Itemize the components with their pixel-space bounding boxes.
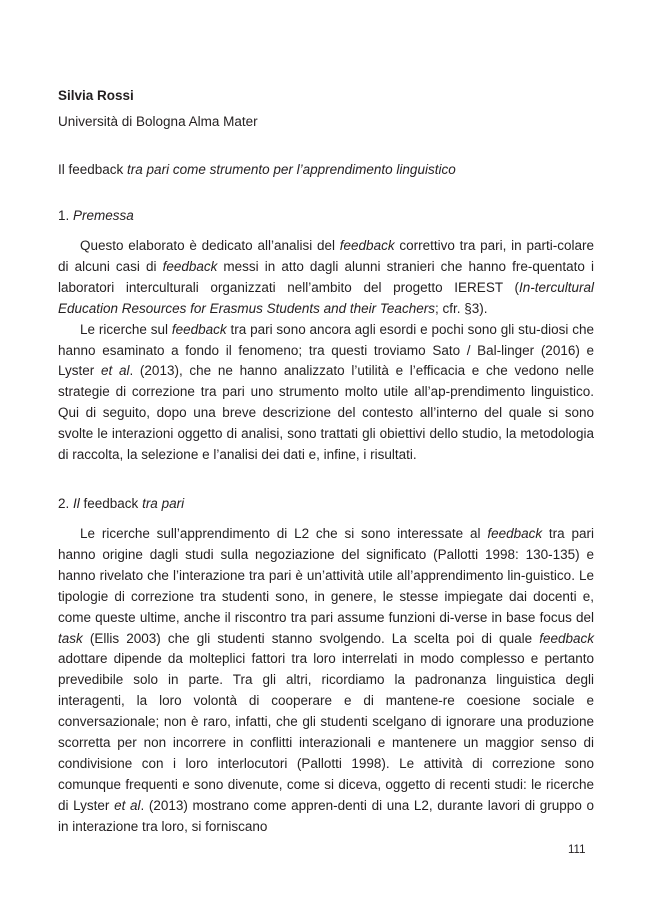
text-run: messi in atto dagli alunni stranieri che hanno fre-quentato i laboratori interculturali organizzati nell’ambito del progetto IEREST ( — [58, 258, 594, 295]
text-run: (Ellis 2003) che gli studenti stanno svolgendo. La scelta poi di quale — [82, 630, 540, 646]
section-1-body — [58, 236, 594, 466]
article-title-part1: Il feedback — [58, 162, 128, 177]
text-run: adottare dipende da molteplici fattori tra loro interrelati in modo complesso e pertanto prevedibile solo in parte. Tra gli altri, ricordiamo la padronanza linguistica degli interagenti, la loro volontà di cooperare e di mantene-re coesione sociale e conversazionale; non è raro, infatti, che gli studenti scelgano di ignorare una produzione scorretta per non incorrere in conflitti interazionali e mantenere un maggior senso di condivisione con i loro interlocutori (Pallotti 1998). Le attività di correzione sono comunque frequenti e sono divenute, come si diceva, oggetto di recenti studi: le ricerche di Lyster — [58, 651, 594, 813]
section-2-body — [58, 524, 594, 838]
italic-run: feedback — [339, 238, 395, 253]
italic-run: task — [58, 630, 83, 646]
text-run: Questo elaborato è dedicato all’analisi del — [80, 238, 340, 253]
italic-run: et al — [100, 363, 130, 379]
text-run: correttivo tra pari, in parti-colare di alcuni casi di — [58, 238, 594, 274]
author-affiliation: Università di Bologna Alma Mater — [58, 114, 258, 129]
text-run: ; cfr. §3). — [434, 300, 488, 316]
italic-run: feedback — [539, 630, 594, 646]
text-run: Le ricerche sull’apprendimento di L2 che si sono interessate al — [80, 526, 488, 541]
page-number: 111 — [568, 844, 586, 856]
text-run: . (2013) mostrano come appren-denti di una L2, durante lavori di gruppo o in interazione tra loro, si forniscano — [58, 797, 594, 834]
article-title — [58, 162, 598, 177]
author-name: Silvia Rossi — [58, 88, 134, 103]
text-run: . (2013), che ne hanno analizzato l’utilità e l’efficacia e che vedono nelle strategie di correzione tra pari uno strumento molto utile all’ap-prendimento linguistico. Qui di seguito, dopo una breve descrizione del contesto all’interno del quale si sono svolte le interazioni oggetto di analisi, sono trattati gli obiettivi dello studio, la metodologia di raccolta, la selezione e l’analisi dei dati e, infine, i risultati. — [58, 363, 594, 463]
italic-run: feedback — [162, 258, 218, 274]
section-1-paragraph-2 — [58, 320, 594, 466]
section-2-number: 2. — [58, 496, 74, 511]
text-run: tra pari sono ancora agli esordi e pochi sono gli stu-diosi che hanno esaminato a fondo il fenomeno; tra questi troviamo Sato / Bal-linger (2016) e Lyster — [58, 321, 594, 379]
text-run: Le ricerche sul — [80, 321, 172, 337]
section-2-paragraph-1 — [58, 524, 594, 838]
italic-run: feedback — [171, 321, 227, 337]
italic-run: In-tercultural Education Resources for Erasmus Students and their Teachers — [58, 279, 594, 316]
text-run: tra pari hanno origine dagli studi sulla negoziazione del significato (Pallotti 1998: 130-135) e hanno rivelato che l’interazione tra pari è un’attività utile all’apprendimento lin-guistico. Le tipologie di correzione tra studenti sono, in genere, le stesse impiegate dai docenti e, come queste ultime, anche il riscontro tra pari assume funzioni di-verse in base focus del — [58, 526, 594, 625]
italic-run: et al — [114, 797, 141, 813]
section-1-paragraph-1 — [58, 236, 594, 320]
section-1-title: Premessa — [73, 208, 134, 223]
section-2-title-part1: Il — [73, 496, 80, 511]
section-2-title-part2: feedback — [79, 496, 143, 511]
italic-run: feedback — [487, 526, 543, 541]
section-2-heading — [58, 496, 184, 511]
section-1-heading — [58, 208, 134, 223]
section-1-number: 1. — [58, 208, 74, 223]
section-2-title-part3: tra pari — [142, 496, 185, 511]
article-title-part2: tra pari come strumento per l’apprendimento linguistico — [127, 162, 456, 177]
